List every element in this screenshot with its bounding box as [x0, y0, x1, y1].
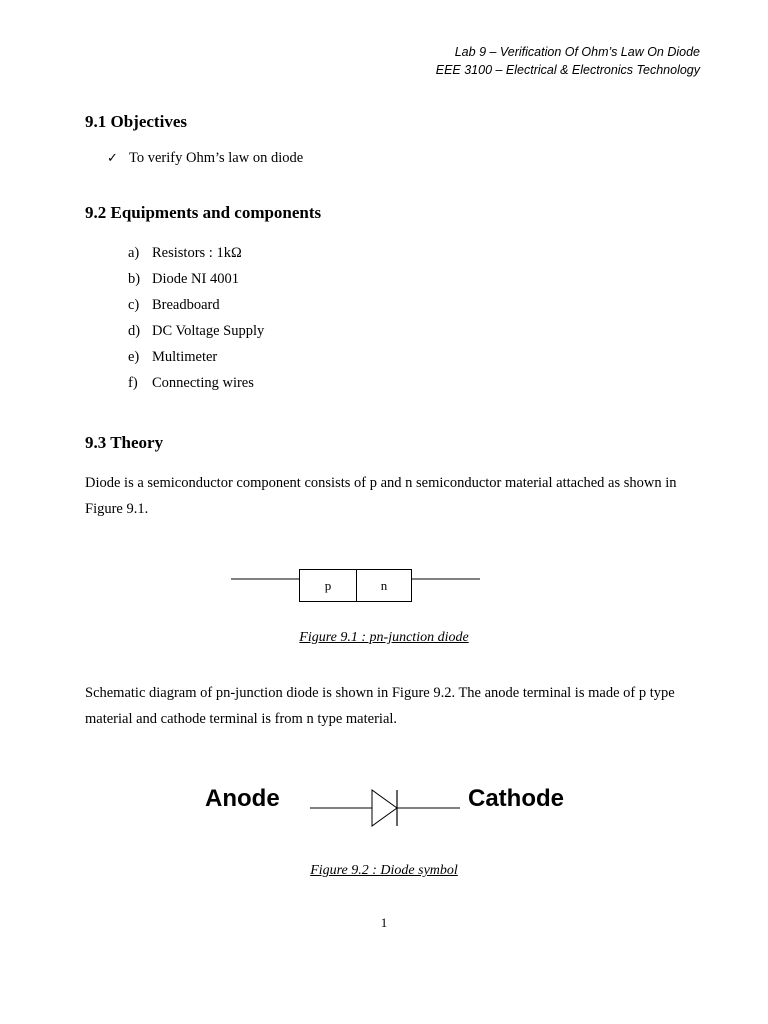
list-marker: f) [128, 375, 138, 391]
equipment-item [128, 347, 264, 373]
list-marker: e) [128, 349, 140, 365]
theory-heading: 9.3 Theory [85, 433, 164, 452]
equipment-item [128, 243, 264, 269]
header-course-title: EEE 3100 – Electrical & Electronics Technology [435, 63, 700, 77]
equipment-item [128, 295, 264, 321]
equipment-item-text: Resistors : 1kΩ [152, 245, 242, 261]
equipment-heading: 9.2 Equipments and components [85, 203, 322, 222]
objectives-list [107, 150, 303, 167]
checkmark-icon: ✓ [107, 151, 118, 166]
cathode-label: Cathode [468, 785, 564, 812]
equipment-item [128, 269, 264, 295]
diode-triangle [372, 790, 397, 826]
list-marker: c) [128, 297, 140, 313]
objectives-heading: 9.1 Objectives [85, 112, 187, 131]
figure-2-caption: Figure 9.2 : Diode symbol [310, 863, 458, 878]
diode-symbol-icon [305, 785, 465, 830]
anode-label: Anode [205, 785, 280, 812]
list-marker: d) [128, 323, 141, 339]
equipment-item-text: Diode NI 4001 [152, 271, 239, 287]
theory-paragraph-1: Diode is a semiconductor component consists of p and n semiconductor material attached as shown in Figure 9.1. [85, 475, 677, 517]
page-header [436, 43, 700, 79]
objective-item: To verify Ohm’s law on diode [129, 150, 304, 166]
figure-1-caption: Figure 9.1 : pn-junction diode [299, 630, 469, 645]
header-lab-title: Lab 9 – Verification Of Ohm’s Law On Diode [454, 45, 700, 59]
equipment-item [128, 373, 264, 399]
theory-paragraph-2: Schematic diagram of pn-junction diode is shown in Figure 9.2. The anode terminal is made of p type material and cathode terminal is from n type material. [85, 685, 675, 727]
n-region-label: n [380, 578, 388, 593]
equipment-item-text: Breadboard [152, 297, 220, 313]
equipment-list [128, 243, 264, 399]
equipment-item-text: Multimeter [152, 349, 218, 365]
equipment-item-text: DC Voltage Supply [152, 323, 265, 339]
n-region [356, 569, 412, 602]
page-number: 1 [380, 915, 388, 930]
list-marker: b) [128, 271, 141, 287]
equipment-item-text: Connecting wires [152, 375, 254, 391]
p-region-label: p [324, 578, 332, 593]
p-region [299, 569, 357, 602]
list-marker: a) [128, 245, 140, 261]
equipment-item [128, 321, 264, 347]
